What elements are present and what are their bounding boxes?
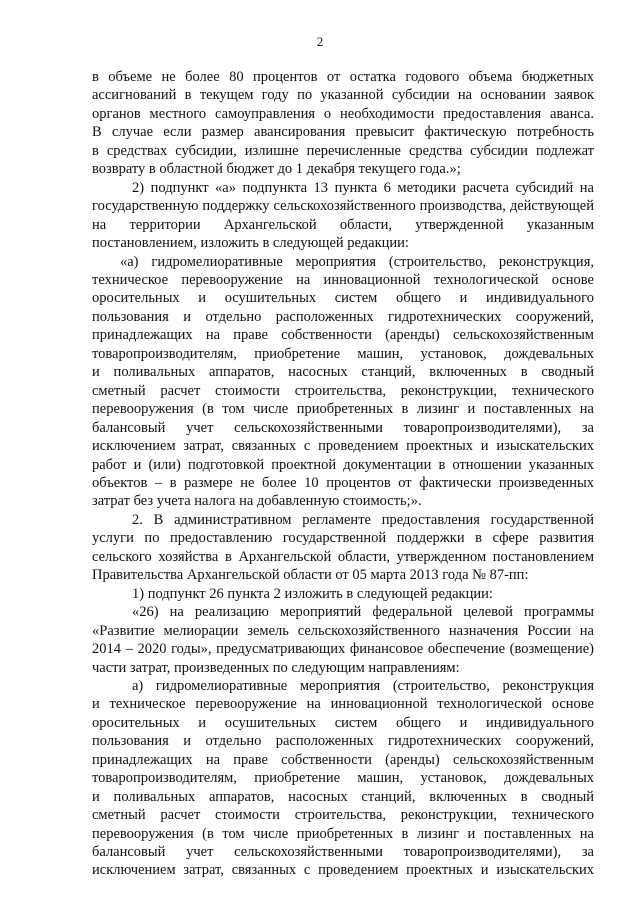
text-line: «26) на реализацию мероприятий федеральной целевой программы (132, 604, 594, 621)
text-line: 1) подпункт 26 пункта 2 изложить в следующей редакции: (132, 585, 493, 602)
text-line: оросительных и осушительных систем общего и индивидуального (92, 290, 594, 307)
text-line: и поливальных аппаратов, насосных станций, включенных в сводный (92, 788, 594, 805)
text-line: принадлежащих на праве собственности (аренды) сельскохозяйственным (92, 751, 594, 768)
text-line: «а) гидромелиоративные мероприятия (строительство, реконструкция, (120, 253, 594, 270)
text-line: постановлением, изложить в следующей редакции: (92, 235, 409, 252)
text-line: ассигнований в текущем году по указанной субсидии на основании заявок (92, 87, 594, 104)
text-line: исключением затрат, связанных с проведением проектных и изыскательских (92, 862, 594, 879)
text-line: объектов – в размере не более 10 процентов от фактически произведенных (92, 474, 594, 491)
text-line: на территории Архангельской области, утвержденной указанным (92, 216, 594, 233)
text-line: В случае если размер авансирования превысит фактическую потребность (92, 124, 594, 141)
text-line: «Развитие мелиорации земель сельскохозяйственного назначения России на (92, 622, 594, 639)
text-line: и техническое перевооружение на инновационной технологической основе (92, 696, 594, 713)
text-line: сметный расчет стоимости строительства, реконструкции, технического (92, 382, 594, 399)
text-line: сметный расчет стоимости строительства, реконструкции, технического (92, 807, 594, 824)
text-line: Правительства Архангельской области от 05 марта 2013 года № 87-пп: (92, 567, 529, 584)
text-line: принадлежащих на праве собственности (аренды) сельскохозяйственным (92, 327, 594, 344)
page-number: 2 (316, 34, 324, 49)
text-line: товаропроизводителям, приобретение машин, установок, дождевальных (92, 770, 594, 787)
text-line: части затрат, произведенных по следующим направлениям: (92, 659, 460, 676)
text-line: работ и (или) подготовкой проектной документации в отношении указанных (92, 456, 594, 473)
text-line: а) гидромелиоративные мероприятия (строительство, реконструкция (132, 677, 594, 694)
text-line: техническое перевооружение на инновационной технологической основе (92, 271, 594, 288)
text-line: пользования и отдельно расположенных гидротехнических сооружений, (92, 308, 594, 325)
text-line: государственную поддержку сельскохозяйственного производства, действующей (92, 198, 594, 215)
text-line: возврату в областной бюджет до 1 декабря текущего года.»; (92, 161, 461, 178)
text-line: 2) подпункт «а» подпункта 13 пункта 6 методики расчета субсидий на (132, 179, 594, 196)
text-line: 2. В административном регламенте предоставления государственной (132, 511, 594, 528)
text-line: балансовый учет сельскохозяйственными товаропроизводителями), за (92, 844, 594, 861)
text-line: органов местного самоуправления о необходимости предоставления аванса. (92, 105, 594, 122)
text-line: и поливальных аппаратов, насосных станций, включенных в сводный (92, 364, 594, 381)
text-line: балансовый учет сельскохозяйственными товаропроизводителями), за (92, 419, 594, 436)
text-line: оросительных и осушительных систем общего и индивидуального (92, 714, 594, 731)
text-line: затрат без учета налога на добавленную стоимость;». (92, 493, 422, 510)
text-line: услуги по предоставлению государственной поддержки в сфере развития (92, 530, 594, 547)
text-line: сельского хозяйства в Архангельской области, утвержденном постановлением (92, 548, 594, 565)
text-line: исключением затрат, связанных с проведением проектных и изыскательских (92, 438, 594, 455)
text-line: пользования и отдельно расположенных гидротехнических сооружений, (92, 733, 594, 750)
text-line: перевооружения (в том числе приобретенных в лизинг и поставленных на (92, 825, 594, 842)
document-body (92, 68, 594, 880)
text-line: товаропроизводителям, приобретение машин, установок, дождевальных (92, 345, 594, 362)
text-line: 2014 – 2020 годы», предусматривающих финансовое обеспечение (возмещение) (92, 641, 594, 658)
text-line: в объеме не более 80 процентов от остатка годового объема бюджетных (92, 69, 594, 85)
text-line: перевооружения (в том числе приобретенных в лизинг и поставленных на (92, 401, 594, 418)
text-line: в средствах субсидии, излишне перечисленные средства субсидии подлежат (92, 142, 594, 159)
